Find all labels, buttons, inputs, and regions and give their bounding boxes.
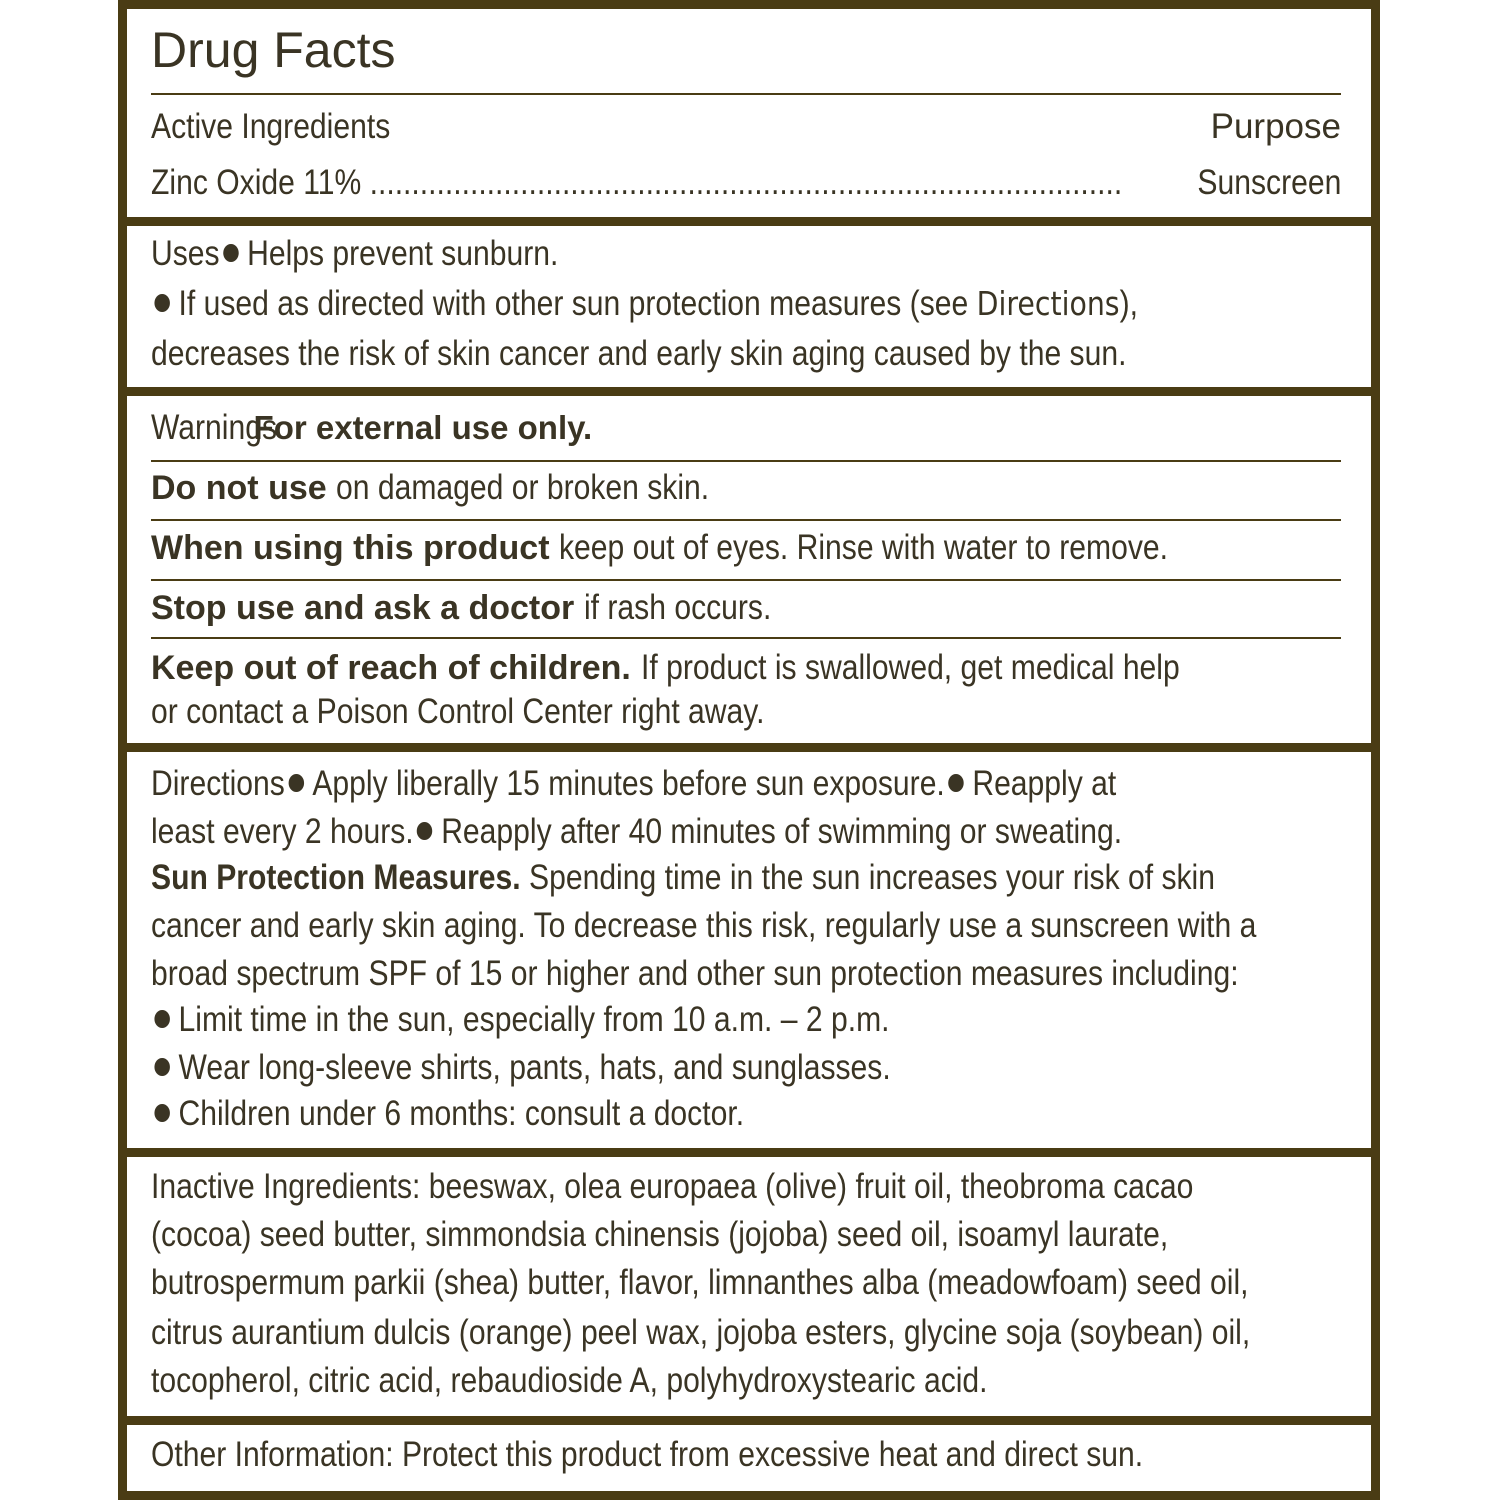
warnings-divider <box>151 579 1341 581</box>
other-heading: Other Information: <box>151 1435 394 1474</box>
uses-line-2: If used as directed with other sun protection measures (see Directions), <box>151 286 1299 321</box>
bullet-icon <box>154 294 169 312</box>
directions-section <box>127 752 1371 1148</box>
warnings-heading: Warnings <box>151 408 278 447</box>
warnings-divider <box>151 519 1341 521</box>
warnings-divider <box>151 460 1341 462</box>
bullet-icon <box>948 774 963 792</box>
directions-line-2: least every 2 hours. Reapply after 40 minutes of swimming or sweating. <box>151 812 1123 851</box>
sun-protection-heading: Sun Protection Measures. <box>151 858 521 897</box>
directions-line-1: Directions Apply liberally 15 minutes before sun exposure. Reapply at <box>151 764 1117 803</box>
directions-bullet-3: Children under 6 months: consult a doctor. <box>151 1096 841 1131</box>
directions-heading: Directions <box>151 764 285 803</box>
warnings-line <box>151 410 592 445</box>
title-divider <box>151 93 1341 95</box>
inactive-line-4: citrus aurantium dulcis (orange) peel wax, jojoba esters, glycine soja (soybean) oil, <box>151 1313 1251 1352</box>
uses-line-3: decreases the risk of skin cancer and early skin aging caused by the sun. <box>151 334 1127 373</box>
uses-heading: Uses <box>151 234 220 273</box>
warnings-divider <box>151 637 1341 639</box>
inactive-line-2: (cocoa) seed butter, simmondsia chinensis (jojoba) seed oil, isoamyl laurate, <box>151 1215 1169 1254</box>
inactive-line-1: Inactive Ingredients: beeswax, olea europaea (olive) fruit oil, theobroma cacao <box>151 1167 1194 1206</box>
bullet-icon <box>154 1104 169 1122</box>
bullet-icon <box>417 822 432 840</box>
uses-line-1 <box>151 236 625 271</box>
page-title: Drug Facts <box>151 22 396 78</box>
warnings-section <box>127 396 1371 743</box>
ingredient-purpose: Sunscreen <box>1197 163 1341 202</box>
drug-facts-panel <box>118 0 1380 1500</box>
bullet-icon <box>288 774 303 792</box>
keep-out-line-2: or contact a Poison Control Center right away. <box>151 692 765 731</box>
bullet-icon <box>223 244 238 262</box>
inactive-line-3: butrospermum parkii (shea) butter, flavor, limnanthes alba (meadowfoam) seed oil, <box>151 1263 1249 1302</box>
inactive-ingredients-section <box>127 1157 1371 1416</box>
when-using-line: When using this product keep out of eyes. Rinse with water to remove. <box>151 528 1169 567</box>
bullet-icon <box>154 1010 169 1028</box>
active-ingredient-row <box>151 165 1280 200</box>
sun-protection-line-2: cancer and early skin aging. To decrease this risk, regularly use a sunscreen with a <box>151 906 1257 945</box>
inactive-line-5: tocopherol, citric acid, rebaudioside A, polyhydroxystearic acid. <box>151 1361 988 1400</box>
directions-reference: Directions <box>976 284 1120 323</box>
active-ingredients-header: Active Ingredients <box>151 107 391 146</box>
sun-protection-line-3: broad spectrum SPF of 15 or higher and other sun protection measures including: <box>151 954 1239 993</box>
active-ingredients-section <box>127 9 1371 217</box>
other-information-section <box>127 1425 1371 1491</box>
uses-item-1: Helps prevent sunburn. <box>247 234 559 273</box>
ingredient-name: Zinc Oxide 11% <box>151 163 362 202</box>
uses-section <box>127 226 1371 387</box>
leader-dots: .......................................................................................... <box>369 163 1123 202</box>
external-use-text: For external use only. <box>253 409 593 446</box>
directions-bullet-1: Limit time in the sun, especially from 10 a.m. – 2 p.m. <box>151 1002 1010 1037</box>
other-information-line: Other Information: Protect this product from excessive heat and direct sun. <box>151 1435 1144 1474</box>
stop-use-line: Stop use and ask a doctor if rash occurs. <box>151 588 772 627</box>
purpose-header: Purpose <box>1210 107 1341 146</box>
keep-out-line: Keep out of reach of children. If product is swallowed, get medical help <box>151 648 1180 687</box>
directions-bullet-2: Wear long-sleeve shirts, pants, hats, and sunglasses. <box>151 1050 1011 1085</box>
inactive-heading: Inactive Ingredients: <box>151 1167 421 1206</box>
bullet-icon <box>154 1058 169 1076</box>
do-not-use-line: Do not use on damaged or broken skin. <box>151 468 710 507</box>
sun-protection-line-1: Sun Protection Measures. Spending time in the sun increases your risk of skin <box>151 858 1215 897</box>
